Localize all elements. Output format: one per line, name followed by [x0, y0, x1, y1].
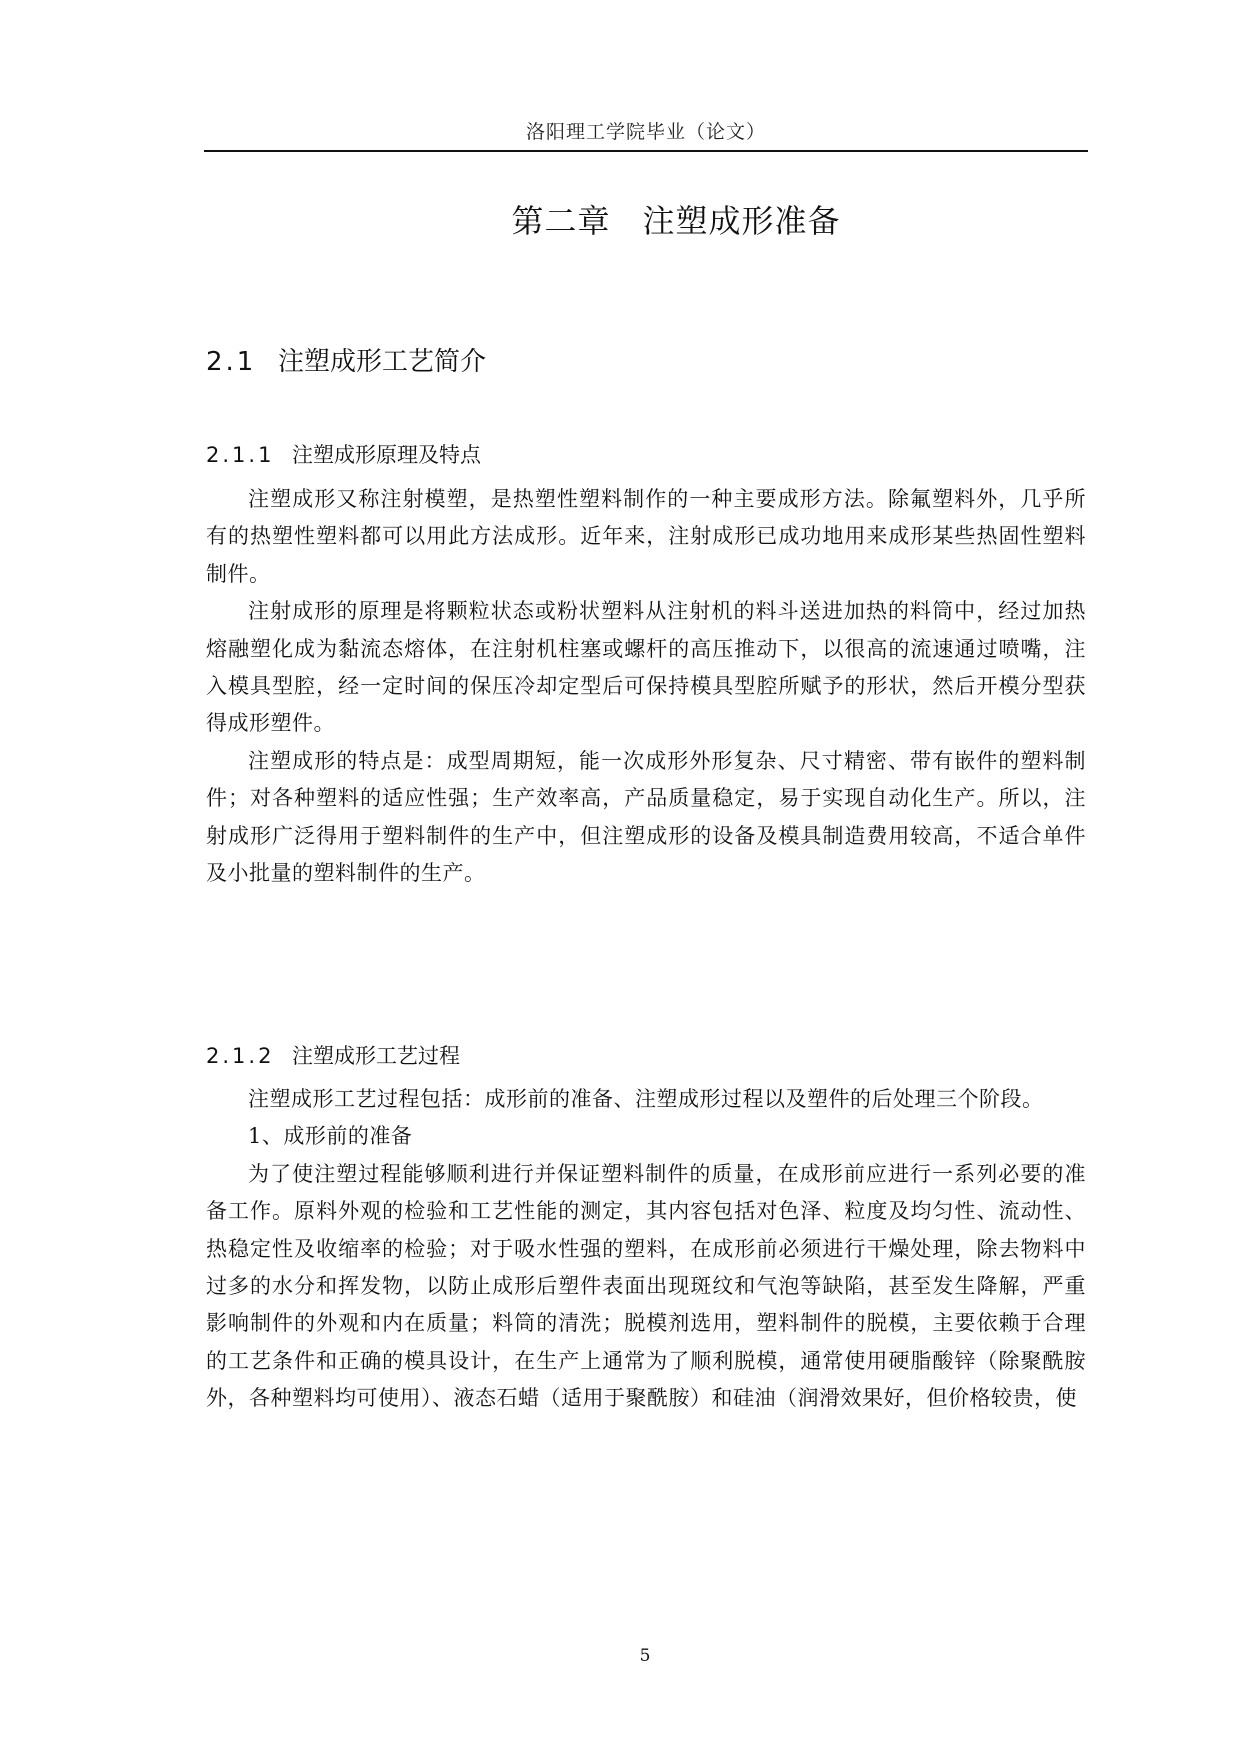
running-header: 洛阳理工学院毕业（论文） [204, 118, 1088, 152]
section-title: 注塑成形工艺简介 [278, 347, 487, 377]
list-heading: 1、成形前的准备 [248, 1124, 413, 1149]
subsection-number: 2.1.1 [206, 443, 275, 467]
section-number: 2.1 [206, 347, 257, 377]
subsection-heading-2-1-2 [206, 1040, 460, 1072]
paragraph: 注塑成形工艺过程包括：成形前的准备、注塑成形过程以及塑件的后处理三个阶段。 [248, 1087, 1044, 1111]
paragraph: 注塑成形又称注射模塑，是热塑性塑料制作的一种主要成形方法。除氟塑料外，几乎所有的热塑性塑料都可以用此方法成形。近年来，注射成形已成功地用来成形某些热固性塑料制件。 [206, 487, 1086, 586]
paragraph: 注塑成形的特点是：成型周期短，能一次成形外形复杂、尺寸精密、带有嵌件的塑料制件；对各种塑料的适应性强；生产效率高，产品质量稳定，易于实现自动化生产。所以，注射成形广泛得用于塑料制件的生产中，但注塑成形的设备及模具制造费用较高，不适合单件及小批量的塑料制件的生产。 [206, 748, 1086, 886]
paragraph: 注射成形的原理是将颗粒状态或粉状塑料从注射机的料斗送进加热的料筒中，经过加热熔融塑化成为黏流态熔体，在注射机柱塞或螺杆的高压推动下，以很高的流速通过喷嘴，注入模具型腔，经一定时间的保压冷却定型后可保持模具型腔所赋予的形状，然后开模分型获得成形塑件。 [206, 599, 1086, 736]
section-heading-2-1 [206, 342, 486, 382]
subsection-title: 注塑成形原理及特点 [292, 443, 481, 467]
subsection-heading-2-1-1 [206, 439, 481, 471]
subsection-2-1-1-body [206, 481, 1086, 892]
subsection-2-1-2-body [206, 1081, 1086, 1418]
chapter-name: 注塑成形准备 [642, 202, 841, 240]
subsection-number: 2.1.2 [206, 1044, 275, 1068]
paragraph: 为了使注塑过程能够顺利进行并保证塑料制件的质量，在成形前应进行一系列必要的准备工作。原料外观的检验和工艺性能的测定，其内容包括对色泽、粒度及均匀性、流动性、热稳定性及收缩率的检验；对于吸水性强的塑料，在成形前必须进行干燥处理，除去物料中过多的水分和挥发物，以防止成形后塑件表面出现斑纹和气泡等缺陷，甚至发生降解，严重影响制件的外观和内在质量；料筒的清洗；脱模剂选用，塑料制件的脱模，主要依赖于合理的工艺条件和正确的模具设计，在生产上通常为了顺利脱模，通常使用硬脂酸锌（除聚酰胺外，各种塑料均可使用）、液态石蜡（适用于聚酰胺）和硅油（润滑效果好，但价格较贵，使 [206, 1161, 1086, 1411]
chapter-number: 第二章 [511, 202, 611, 240]
page-number: 5 [639, 1646, 651, 1666]
chapter-title [0, 198, 1241, 244]
subsection-title: 注塑成形工艺过程 [292, 1044, 460, 1068]
